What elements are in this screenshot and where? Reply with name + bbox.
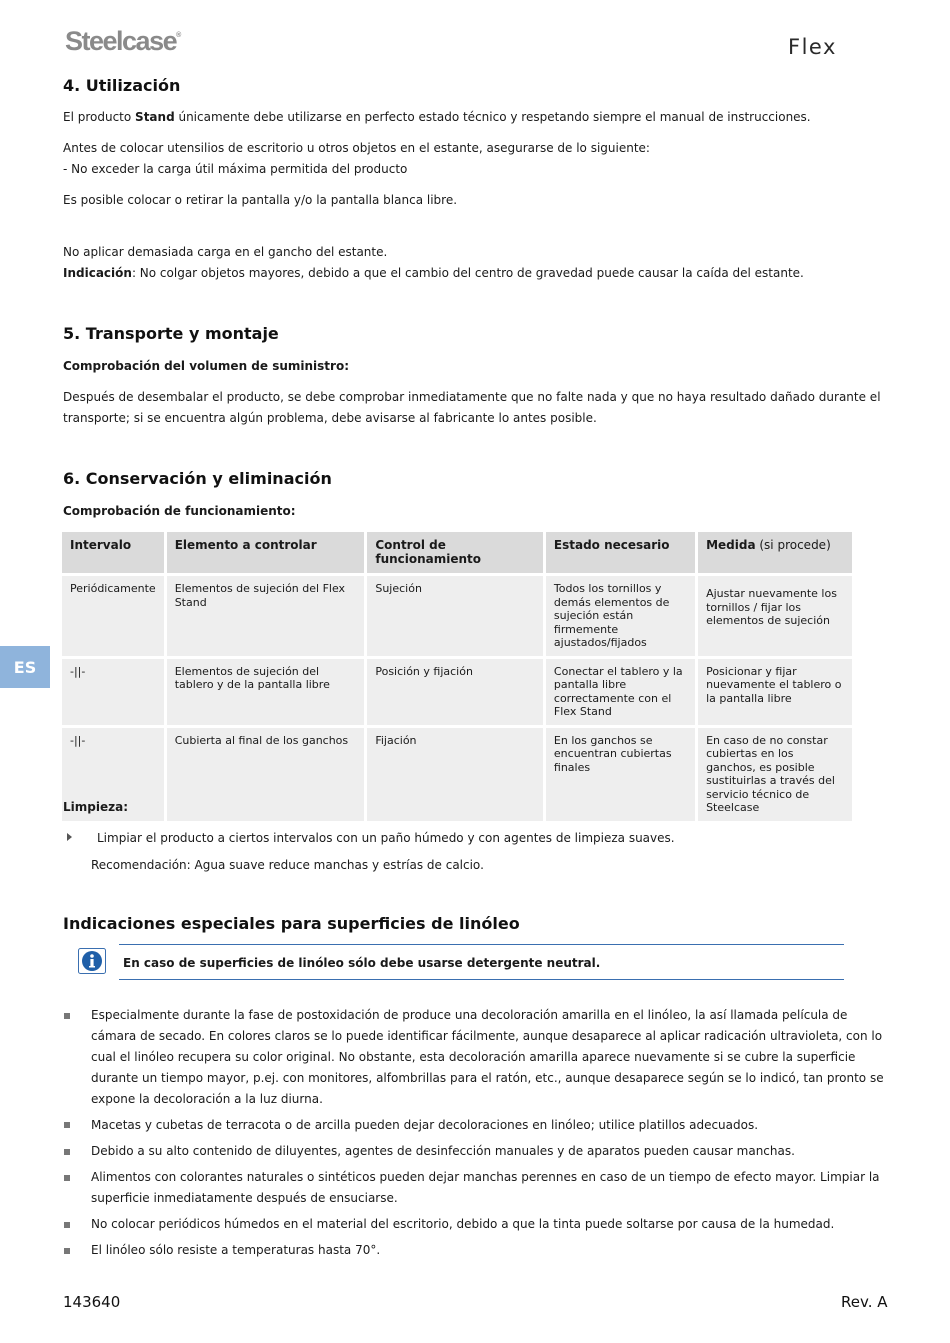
section-5-title: 5. Transporte y montaje [63,324,279,343]
list-item: Macetas y cubetas de terracota o de arcilla pueden dejar decoloraciones en linóleo; utilice platillos adecuados. [91,1118,759,1132]
list-item: Alimentos con colorantes naturales o sintéticos pueden dejar manchas perennes en caso de un tiempo de efecto mayor. Limpiar la superficie inmediatamente después de ensuciarse. [91,1170,880,1205]
table-cell: -||- [62,728,164,821]
table-cell: En los ganchos se encuentran cubiertas finales [546,728,695,821]
col-header-control: Control de funcionamiento [367,532,543,573]
table-header-row [62,532,852,573]
square-bullet-icon [64,1248,70,1254]
table-row [62,659,852,725]
s4-paragraph-2: Antes de colocar utensilios de escritorio u otros objetos en el estante, asegurarse de lo siguiente: [63,141,650,155]
square-bullet-icon [64,1122,70,1128]
function-check-table [59,529,855,824]
table-cell: Elementos de sujeción del tablero y de la pantalla libre [167,659,365,725]
section-4-title: 4. Utilización [63,76,181,95]
s4-paragraph-3: - No exceder la carga útil máxima permitida del producto [63,162,408,176]
s5-paragraph-1: Después de desembalar el producto, se debe comprobar inmediatamente que no falte nada y que no haya resultado dañado durante el [63,390,881,404]
s4-paragraph-6: Indicación: No colgar objetos mayores, debido a que el cambio del centro de gravedad puede causar la caída del estante. [63,266,804,280]
square-bullet-icon [64,1222,70,1228]
table-cell: Periódicamente [62,576,164,656]
list-item: No colocar periódicos húmedos en el material del escritorio, debido a que la tinta puede soltarse por causa de la humedad. [91,1217,835,1231]
col-header-measure: Medida (si procede) [698,532,852,573]
table-row [62,576,852,656]
triangle-bullet-icon [67,833,72,841]
language-tab: ES [0,646,50,688]
s6-subtitle: Comprobación de funcionamiento: [63,504,296,518]
table-cell: Todos los tornillos y demás elementos de sujeción están firmemente ajustados/fijados [546,576,695,656]
table-cell: Fijación [367,728,543,821]
list-item: Especialmente durante la fase de postoxidación de produce una decoloración amarilla en el linóleo, la así llamada película de cámara de secado. En colores claros se lo puede identificar fácilmente, aunque desaparece al aplicar radicación ultravioleta, con lo cual el linóleo recupera su color original. No obstante, esta decoloración amarilla aparece nuevamente si se cubre la superficie durante un tiempo mayor, p.ej. con monitores, alfombrillas para el ratón, etc., aunque desaparece según se lo indicó, tan pronto se expone la decoloración a la luz diurna. [91,1008,884,1106]
notice-bottom-rule [119,979,844,980]
cleaning-title: Limpieza: [63,800,128,814]
table-cell: Posicionar y fijar nuevamente el tablero o la pantalla libre [698,659,852,725]
col-header-state: Estado necesario [546,532,695,573]
table-cell: Cubierta al final de los ganchos [167,728,365,821]
square-bullet-icon [64,1013,70,1019]
steelcase-logo: Steelcase® [65,26,182,56]
section-6-title: 6. Conservación y eliminación [63,469,332,488]
cleaning-item: Limpiar el producto a ciertos intervalos con un paño húmedo y con agentes de limpieza suaves. [97,831,675,845]
s4-paragraph-4: Es posible colocar o retirar la pantalla y/o la pantalla blanca libre. [63,193,458,207]
table-cell: En caso de no constar cubiertas en los ganchos, es posible sustituirlas a través del servicio técnico de Steelcase [698,728,852,821]
col-header-interval: Intervalo [62,532,164,573]
s4-paragraph-1: El producto Stand únicamente debe utilizarse en perfecto estado técnico y respetando siempre el manual de instrucciones. [63,110,811,124]
table-cell: Posición y fijación [367,659,543,725]
revision: Rev. A [841,1293,888,1311]
s4-paragraph-5: No aplicar demasiada carga en el gancho del estante. [63,245,388,259]
table-cell: Conectar el tablero y la pantalla libre correctamente con el Flex Stand [546,659,695,725]
table-row [62,728,852,821]
info-icon [78,948,106,974]
square-bullet-icon [64,1175,70,1181]
table-cell: -||- [62,659,164,725]
table-cell: Ajustar nuevamente los tornillos / fijar los elementos de sujeción [698,576,852,656]
document-number: 143640 [63,1293,121,1311]
table-cell: Sujeción [367,576,543,656]
notice-top-rule [119,944,844,945]
square-bullet-icon [64,1149,70,1155]
linoleum-notice: En caso de superficies de linóleo sólo debe usarse detergente neutral. [123,956,601,970]
cleaning-note: Recomendación: Agua suave reduce manchas y estrías de calcio. [91,858,484,872]
table-cell: Elementos de sujeción del Flex Stand [167,576,365,656]
col-header-element: Elemento a controlar [167,532,365,573]
s5-paragraph-2: transporte; si se encuentra algún problema, debe avisarse al fabricante lo antes posible. [63,411,597,425]
s5-subtitle: Comprobación del volumen de suministro: [63,359,349,373]
list-item: Debido a su alto contenido de diluyentes, agentes de desinfección manuales y de aparatos pueden causar manchas. [91,1144,795,1158]
product-name: Flex [788,35,837,59]
list-item: El linóleo sólo resiste a temperaturas hasta 70°. [91,1243,381,1257]
linoleum-title: Indicaciones especiales para superficies de linóleo [63,914,520,933]
